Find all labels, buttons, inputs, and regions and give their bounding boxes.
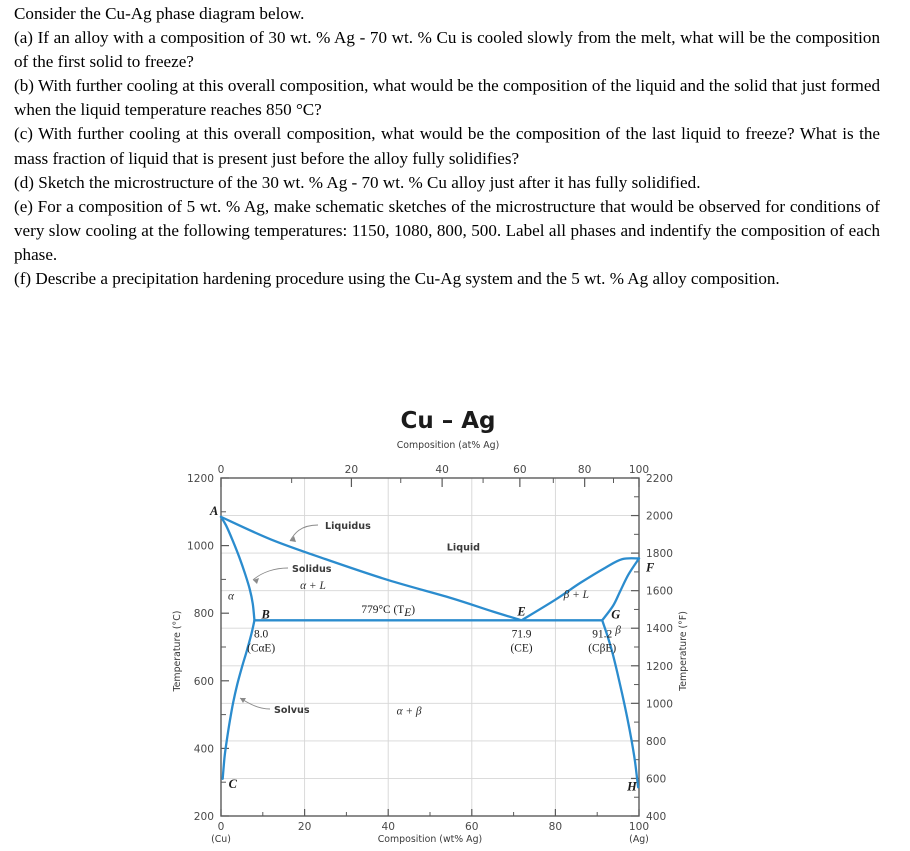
y2-axis-tick-label: 1400 xyxy=(646,623,673,636)
y2-axis-tick-label: 2200 xyxy=(646,473,673,485)
phase-boundary-curves xyxy=(221,517,639,787)
eutectic-temperature-label: 779°C (TE) xyxy=(361,604,416,620)
x-axis-tick-label: 80 xyxy=(548,821,563,833)
top-axis-tick-label: 100 xyxy=(628,464,650,476)
y2-axis-tick-label: 400 xyxy=(646,811,667,823)
question-line-c: (c) With further cooling at this overall composition, what would be the composition of the last liquid to freeze? What is the mass fraction of liquid that is present just before the alloy fully solidifies? xyxy=(14,124,880,168)
beta-eutectic-composition: 91.2 xyxy=(592,628,613,641)
question-line-intro: Consider the Cu-Ag phase diagram below. xyxy=(14,4,305,23)
cu-ag-phase-diagram-figure xyxy=(0,396,910,851)
alpha-eutectic-composition-symbol: (CαE) xyxy=(247,642,276,655)
y-axis-tick-label: 400 xyxy=(193,743,214,756)
x-axis-tick-label: 60 xyxy=(465,821,479,833)
eutectic-composition: 71.9 xyxy=(511,628,532,641)
point-label-F: F xyxy=(646,560,655,575)
chart-title: Cu – Ag xyxy=(400,408,496,434)
grid-lines xyxy=(221,478,639,816)
callout-label: Liquidus xyxy=(325,521,371,532)
y-axis-tick-label: 600 xyxy=(193,675,214,688)
phase-boundary-ag-solidus xyxy=(602,558,639,620)
y2-axis-tick-label: 2000 xyxy=(646,510,673,523)
y-axis-title: Temperature (°C) xyxy=(172,610,183,692)
point-label-E: E xyxy=(517,604,526,619)
phase-boundary-cu-solidus xyxy=(221,517,254,620)
x-axis-left-endpoint-label: (Cu) xyxy=(211,834,231,845)
y2-axis-tick-label: 1800 xyxy=(646,548,673,561)
region-label: Liquid xyxy=(446,542,481,554)
y2-axis-tick-label: 1600 xyxy=(646,585,673,598)
question-text-block xyxy=(14,2,880,291)
diagram-labels xyxy=(209,504,655,793)
y2-axis-tick-label: 1000 xyxy=(646,698,673,711)
y-axis-tick-label: 1200 xyxy=(187,473,214,485)
region-label: β + L xyxy=(563,588,589,601)
eutectic-temperature-subscript: E xyxy=(404,607,412,620)
callout-label: Solidus xyxy=(292,564,332,575)
eutectic-temperature-tail: ) xyxy=(411,604,416,617)
y-axis-tick-label: 1000 xyxy=(187,540,214,553)
callout-label: Solvus xyxy=(274,705,310,716)
question-line-a: (a) If an alloy with a composition of 30 wt. % Ag - 70 wt. % Cu is cooled slowly from the melt, what will be the composition of the first solid to freeze? xyxy=(14,28,880,72)
x-axis-tick-label: 40 xyxy=(381,821,395,833)
point-label-B: B xyxy=(261,607,270,622)
region-label: α + L xyxy=(300,579,326,592)
point-label-C: C xyxy=(228,776,237,791)
y2-axis-tick-label: 800 xyxy=(646,735,667,748)
eutectic-composition-symbol: (CE) xyxy=(510,642,533,655)
top-axis-title: Composition (at% Ag) xyxy=(396,440,500,451)
x-axis-tick-label: 100 xyxy=(628,821,650,833)
plot-frame xyxy=(221,478,639,816)
axis-ticks xyxy=(221,478,639,816)
y2-axis-title: Temperature (°F) xyxy=(678,611,689,691)
x-axis-tick-label: 0 xyxy=(217,821,225,833)
point-label-H: H xyxy=(627,779,637,794)
region-label: β xyxy=(615,624,621,637)
top-axis-tick-label: 80 xyxy=(577,464,592,476)
y2-axis-tick-label: 1200 xyxy=(646,660,673,673)
top-axis-tick-label: 20 xyxy=(344,464,359,476)
y-axis-tick-label: 200 xyxy=(193,811,214,823)
region-label: α xyxy=(228,590,235,603)
x-axis-right-endpoint-label: (Ag) xyxy=(629,834,649,845)
y-axis-tick-label: 800 xyxy=(193,608,214,621)
alpha-eutectic-composition: 8.0 xyxy=(254,628,269,641)
x-axis-title: Composition (wt% Ag) xyxy=(377,834,483,845)
x-axis-tick-label: 20 xyxy=(297,821,312,833)
top-axis-tick-label: 0 xyxy=(217,464,225,476)
question-line-f: (f) Describe a precipitation hardening procedure using the Cu-Ag system and the 5 wt. % Ag alloy composition. xyxy=(14,269,780,289)
question-line-b: (b) With further cooling at this overall composition, what would be the composition of the liquid and the solid that just formed when the liquid temperature reaches 850 °C? xyxy=(14,76,880,120)
y2-axis-tick-label: 600 xyxy=(646,773,667,786)
question-line-e: (e) For a composition of 5 wt. % Ag, make schematic sketches of the microstructure that would be observed for conditions of very slow cooling at the following temperatures: 1150, 1080, 800, 500. Label all phases and indentify the composition of each phase. xyxy=(14,196,880,264)
beta-eutectic-composition-symbol: (CβE) xyxy=(588,642,617,655)
top-axis-tick-label: 60 xyxy=(513,464,527,476)
top-axis-tick-label: 40 xyxy=(435,464,449,476)
point-label-G: G xyxy=(611,607,621,622)
region-label: α + β xyxy=(396,705,422,718)
question-line-d: (d) Sketch the microstructure of the 30 wt. % Ag - 70 wt. % Cu alloy just after it has fully solidified. xyxy=(14,172,701,192)
phase-diagram-svg xyxy=(0,396,910,851)
point-label-A: A xyxy=(210,503,219,518)
